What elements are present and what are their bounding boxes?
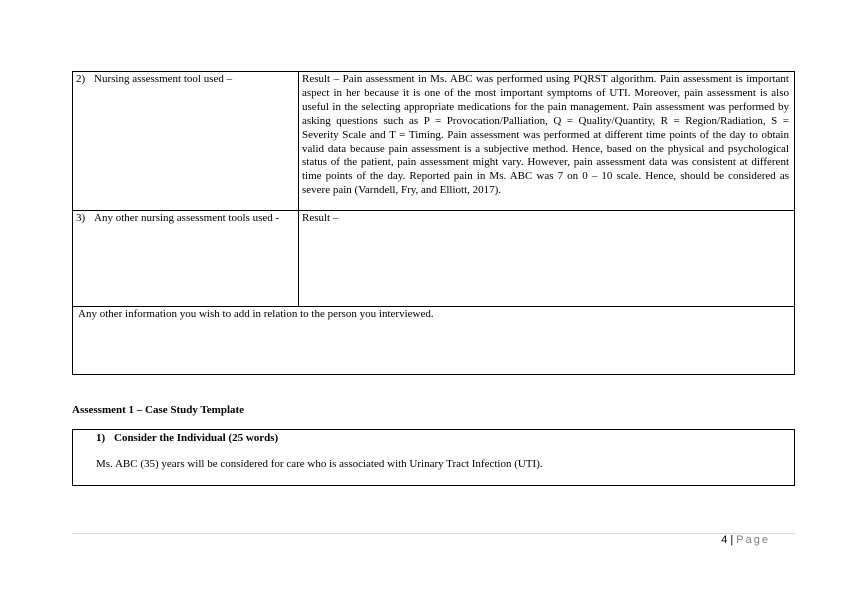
other-information-text: Any other information you wish to add in relation to the person you interviewed. — [78, 308, 434, 320]
page-separator: | — [730, 534, 734, 546]
table-row — [73, 307, 795, 375]
result-text: Result – Pain assessment in Ms. ABC was performed using PQRST algorithm. Pain assessment is important aspect in her because it is one of the most important symptoms of UTI. Moreover, pain assessment is also useful in the selecting appropriate medications for the pain management. Pain assessment was performed by asking questions such as P = Provocation/Palliation, Q = Quality/Quantity, R = Region/Radiation, S = Severity Scale and T = Timing. Pain assessment was performed at different time points of the day to obtain valid data because pain assessment is a subjective method. Hence, based on the physical and psychological status of the patient, pain assessment might vary. However, pain assessment data was consistent at different time points of the day. Reported pain in Ms. ABC was 7 on 0 – 10 scale. Hence, should be considered as severe pain (Varndell, Fry, and Elliott, 2017). — [302, 73, 789, 197]
table-row — [73, 72, 795, 211]
item-number: 1) — [96, 432, 106, 444]
row-number: 3) — [76, 212, 86, 224]
page-word: Page — [736, 534, 770, 546]
result-text: Result – — [302, 212, 339, 224]
consider-individual-body: Ms. ABC (35) years will be considered for care who is associated with Urinary Tract Infection (UTI). — [96, 458, 543, 470]
consider-individual-box — [72, 429, 795, 486]
row-label-cell — [73, 211, 299, 307]
item-title: Consider the Individual (25 words) — [114, 432, 279, 444]
row-label: Nursing assessment tool used – — [94, 73, 233, 85]
row-result-cell — [299, 72, 795, 211]
row-label: Any other nursing assessment tools used - — [94, 212, 280, 224]
page-footer — [721, 534, 770, 547]
assessment-table — [72, 71, 795, 375]
row-result-cell — [299, 211, 795, 307]
row-number: 2) — [76, 73, 86, 85]
page-number: 4 — [721, 534, 728, 546]
row-label-cell — [73, 72, 299, 211]
other-information-cell — [73, 307, 795, 375]
consider-individual-title — [96, 432, 278, 446]
footer-divider — [72, 533, 795, 534]
section-heading: Assessment 1 – Case Study Template — [72, 404, 245, 416]
table-row — [73, 211, 795, 307]
